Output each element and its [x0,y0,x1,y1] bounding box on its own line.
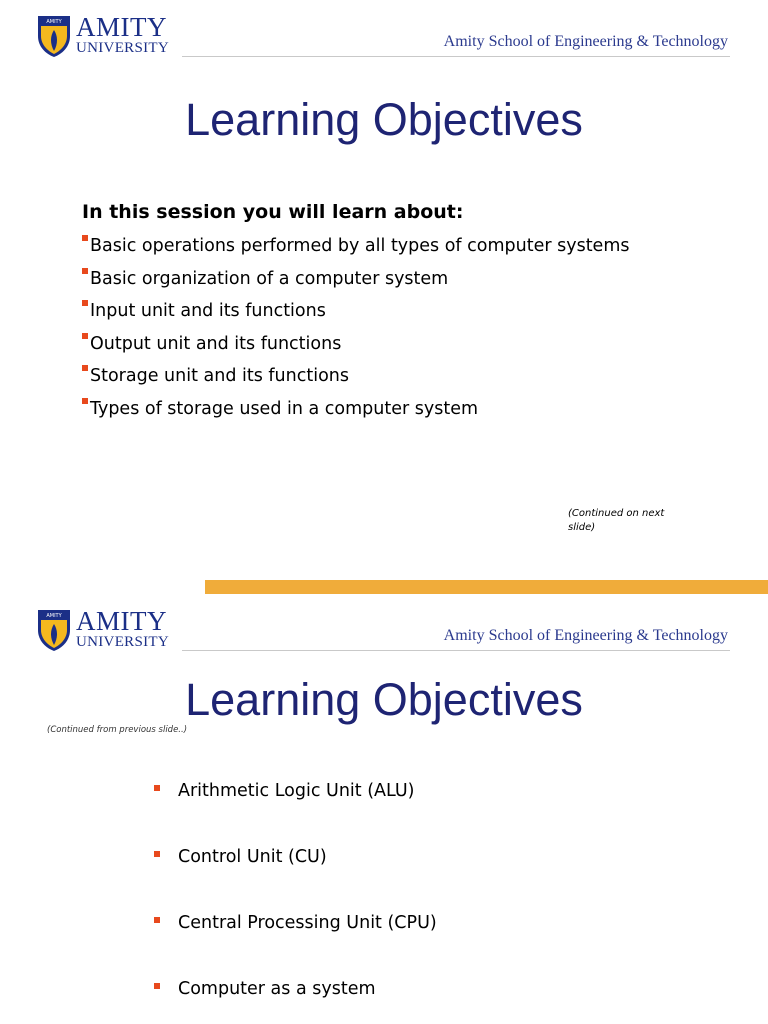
slide-separator-bar [205,580,768,594]
bullet-icon [154,917,160,923]
bullet-icon [82,365,88,371]
bullet-icon [82,268,88,274]
bullet-icon [82,235,88,241]
list-item: Basic organization of a computer system [82,267,642,291]
continued-note: (Continued from previous slide..) [47,725,188,735]
bullet-icon [82,333,88,339]
bullet-icon [82,300,88,306]
header-divider [182,56,730,57]
list-item: Control Unit (CU) [152,846,472,869]
logo-subtitle: UNIVERSITY [76,634,169,650]
list-item: Arithmetic Logic Unit (ALU) [152,780,472,803]
slide-title: Learning Objectives [185,94,583,145]
header-divider [182,650,730,651]
svg-text:AMITY: AMITY [46,613,62,619]
amity-logo [36,608,176,652]
session-intro: In this session you will learn about: [82,201,464,223]
bullet-icon [154,851,160,857]
logo-subtitle: UNIVERSITY [76,40,169,56]
slide-2 [0,594,768,1024]
list-item: Basic operations performed by all types of computer systems [82,234,642,258]
bullet-icon [154,983,160,989]
objectives-list [82,234,642,429]
amity-logo [36,14,176,58]
list-item: Storage unit and its functions [82,364,642,388]
amity-shield-icon [36,608,72,652]
slide-title: Learning Objectives [185,674,583,725]
list-item: Input unit and its functions [82,299,642,323]
list-item: Output unit and its functions [82,332,642,356]
logo-wordmark: AMITY [76,12,167,42]
school-name: Amity School of Engineering & Technology [443,627,728,644]
list-item: Computer as a system [152,978,472,1001]
objectives-list [152,780,472,1001]
logo-wordmark: AMITY [76,606,167,636]
continued-note: (Continued on next slide) [568,508,665,533]
list-item: Types of storage used in a computer system [82,397,642,421]
bullet-icon [154,785,160,791]
list-item: Central Processing Unit (CPU) [152,912,472,935]
bullet-icon [82,398,88,404]
svg-text:AMITY: AMITY [46,19,62,25]
school-name: Amity School of Engineering & Technology [443,33,728,50]
amity-shield-icon [36,14,72,58]
